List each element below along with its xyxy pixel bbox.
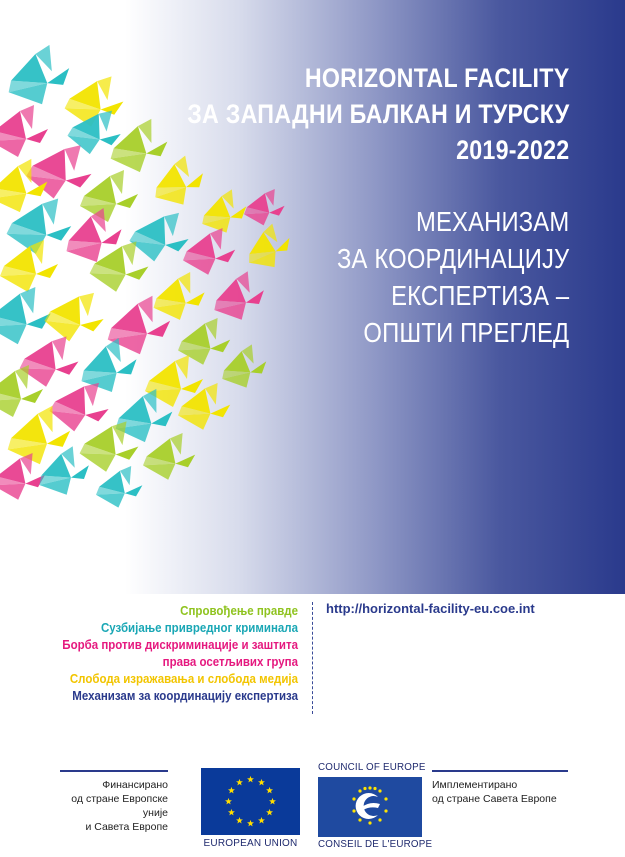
title-line-3: 2019-2022 <box>455 135 569 165</box>
origami-bird-icon <box>244 189 285 225</box>
funded-line-3: и Савета Европе <box>85 821 168 833</box>
title-line-2: ЗА ЗАПАДНИ БАЛКАН И ТУРСКУ <box>186 99 569 129</box>
coe-emblem-icon <box>318 777 422 837</box>
dashed-divider <box>312 602 313 714</box>
origami-bird-icon <box>2 42 75 109</box>
subtitle-line-1: МЕХАНИЗАМ <box>415 206 569 237</box>
area-item-discrimination: Борба против дискриминације и заштита <box>62 638 299 652</box>
origami-bird-icon <box>42 285 108 346</box>
coe-logo <box>318 777 422 837</box>
area-item-freedom-of-expression: Слобода изражавања и слобода медија <box>69 672 298 686</box>
area-item-economic-crime: Сузбијање привредног криминала <box>100 621 298 635</box>
origami-bird-icon <box>0 240 58 292</box>
origami-bird-icon <box>0 105 48 157</box>
implemented-line-1: Имплементирано <box>432 779 518 791</box>
subtitle-line-2: ЗА КООРДИНАЦИЈУ <box>336 243 569 274</box>
origami-bird-icon <box>209 269 269 324</box>
origami-bird-icon <box>107 118 169 175</box>
origami-bird-icon <box>127 205 193 266</box>
funded-line-2: од стране Европске уније <box>71 793 168 819</box>
implemented-line-2: од стране Савета Европе <box>432 793 557 805</box>
funded-rule <box>60 770 168 772</box>
eu-caption: EUROPEAN UNION <box>203 838 298 849</box>
coe-caption-top: COUNCIL OF EUROPE <box>318 762 426 773</box>
eu-star-icon <box>228 809 235 816</box>
subtitle-line-4: ОПШТИ ПРЕГЛЕД <box>363 317 569 348</box>
implemented-by-text <box>432 778 592 806</box>
eu-star-icon <box>236 779 243 786</box>
origami-bird-icon <box>217 342 270 391</box>
funded-by-text <box>60 778 168 834</box>
subtitle-line-3: ЕКСПЕРТИЗА – <box>390 280 569 311</box>
eu-stars-icon <box>201 768 300 835</box>
eu-star-icon <box>258 817 265 824</box>
origami-bird-icon <box>80 170 138 222</box>
eu-star-icon <box>258 779 265 786</box>
eu-star-icon <box>269 798 276 805</box>
area-item-vulnerable-groups: права осетљивих група <box>162 655 298 669</box>
eu-star-icon <box>266 787 273 794</box>
eu-flag-logo <box>201 768 300 835</box>
eu-star-icon <box>225 798 232 805</box>
website-link[interactable]: http://horizontal-facility-eu.coe.int <box>326 601 535 616</box>
eu-star-icon <box>247 820 254 827</box>
origami-bird-icon <box>96 466 142 508</box>
implemented-rule <box>432 770 568 772</box>
funded-line-1: Финансирано <box>102 779 168 791</box>
subtitle <box>337 203 569 351</box>
origami-bird-icon <box>151 271 207 322</box>
eu-star-icon <box>266 809 273 816</box>
coe-caption-bottom: CONSEIL DE L'EUROPE <box>318 839 433 850</box>
thematic-areas-list <box>24 603 298 705</box>
eu-star-icon <box>247 776 254 783</box>
area-item-expertise-coordination: Механизам за координацију експертиза <box>72 689 298 703</box>
title-line-1: HORIZONTAL FACILITY <box>304 63 569 93</box>
eu-star-icon <box>236 817 243 824</box>
origami-bird-icon <box>239 220 297 275</box>
area-item-justice: Спровођење правде <box>180 604 298 618</box>
origami-bird-icon <box>183 228 235 275</box>
main-title <box>187 60 569 168</box>
eu-star-icon <box>228 787 235 794</box>
origami-bird-icon <box>0 287 51 344</box>
origami-bird-icon <box>197 187 250 236</box>
origami-bird-icon <box>143 433 195 480</box>
